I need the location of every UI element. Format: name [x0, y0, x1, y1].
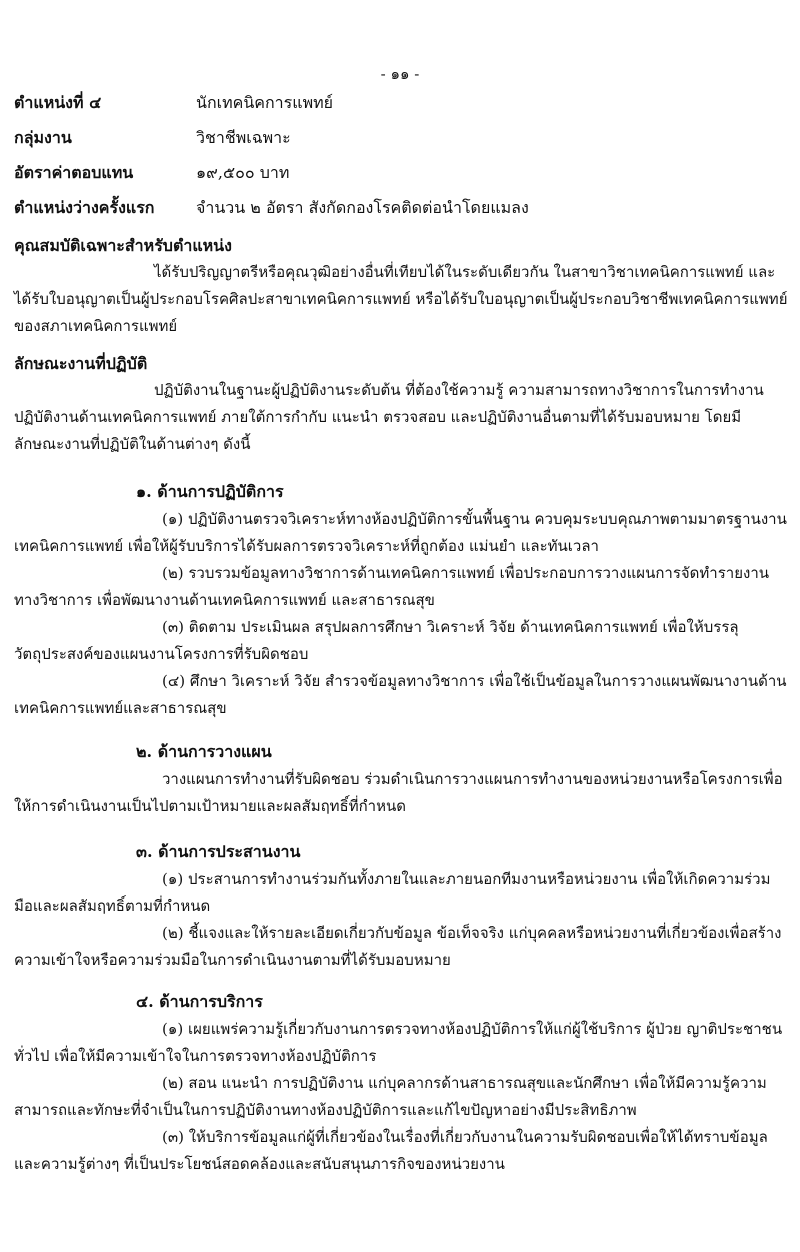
meta-row-vacancy: [14, 193, 529, 223]
duties-intro: ปฏิบัติงานในฐานะผู้ปฏิบัติงานระดับต้น ที่ต้องใช้ความรู้ ความสามารถทางวิชาการในการทำงาน ปฏิบัติงานด้านเทคนิคการแพทย์ ภายใต้การกำกับ แนะนำ ตรวจสอบ และปฏิบัติงานอื่นตามที่ได้รับมอบหมาย โดยมีลักษณะงานที่ปฏิบัติในด้านต่างๆ ดังนี้: [14, 381, 764, 453]
meta-label: กลุ่มงาน: [14, 128, 72, 147]
section-title: ๒. ด้านการวางแผน: [136, 742, 272, 761]
page-number: - ๑๑ -: [380, 65, 420, 83]
duties-section: [14, 350, 788, 458]
meta-value: ๑๙,๕๐๐ บาท: [196, 163, 290, 182]
list-item: (๑) ประสานการทำงานร่วมกันทั้งภายในและภายนอกทีมงานหรือหน่วยงาน เพื่อให้เกิดความร่วมมือและผลสัมฤทธิ์ตามที่กำหนด: [14, 870, 771, 915]
section-title: ๓. ด้านการประสานงาน: [136, 842, 301, 861]
list-item: (๑) ปฏิบัติงานตรวจวิเคราะห์ทางห้องปฏิบัติการขั้นพื้นฐาน ควบคุมระบบคุณภาพตามมาตรฐานงานเทคนิคการแพทย์ เพื่อให้ผู้รับบริการได้รับผลการตรวจวิเคราะห์ที่ถูกต้อง แม่นยำ และทันเวลา: [14, 510, 787, 555]
qualifications-section: [14, 232, 788, 340]
section-planning: [14, 766, 788, 820]
list-item: (๓) ให้บริการข้อมูลแก่ผู้ที่เกี่ยวข้องในเรื่องที่เกี่ยวกับงานในความรับผิดชอบเพื่อให้ได้ทราบข้อมูล และความรู้ต่างๆ ที่เป็นประโยชน์สอดคล้องและสนับสนุนภารกิจของหน่วยงาน: [14, 1128, 768, 1173]
meta-value: นักเทคนิคการแพทย์: [196, 93, 334, 112]
list-item: (๒) สอน แนะนำ การปฏิบัติงาน แก่บุคลากรด้านสาธารณสุขและนักศึกษา เพื่อให้มีความรู้ความสามารถและทักษะที่จำเป็นในการปฏิบัติงานทางห้องปฏิบัติการและแก้ไขปัญหาอย่างมีประสิทธิภาพ: [14, 1074, 767, 1119]
list-item: (๔) ศึกษา วิเคราะห์ วิจัย สำรวจข้อมูลทางวิชาการ เพื่อใช้เป็นข้อมูลในการวางแผนพัฒนางานด้านเทคนิคการแพทย์และสาธารณสุข: [14, 672, 787, 717]
list-item: (๓) ติดตาม ประเมินผล สรุปผลการศึกษา วิเคราะห์ วิจัย ด้านเทคนิคการแพทย์ เพื่อให้บรรลุวัตถุประสงค์ของแผนงานโครงการที่รับผิดชอบ: [14, 618, 739, 663]
meta-value: วิชาชีพเฉพาะ: [196, 128, 291, 147]
qualifications-heading: คุณสมบัติเฉพาะสำหรับตำแหน่ง: [14, 236, 232, 255]
list-item: วางแผนการทำงานที่รับผิดชอบ ร่วมดำเนินการวางแผนการทำงานของหน่วยงานหรือโครงการเพื่อให้การดำเนินงานเป็นไปตามเป้าหมายและผลสัมฤทธิ์ที่กำหนด: [14, 770, 783, 815]
list-item: (๒) ชี้แจงและให้รายละเอียดเกี่ยวกับข้อมูล ข้อเท็จจริง แก่บุคคลหรือหน่วยงานที่เกี่ยวข้องเพื่อสร้างความเข้าใจหรือความร่วมมือในการดำเนินงานตามที่ได้รับมอบหมาย: [14, 924, 782, 969]
duties-heading: ลักษณะงานที่ปฏิบัติ: [14, 354, 148, 373]
list-item: (๒) รวบรวมข้อมูลทางวิชาการด้านเทคนิคการแพทย์ เพื่อประกอบการวางแผนการจัดทำรายงานทางวิชาการ เพื่อพัฒนางานด้านเทคนิคการแพทย์ และสาธารณสุข: [14, 564, 769, 609]
section-title: ๑. ด้านการปฏิบัติการ: [136, 482, 284, 501]
section-service: [14, 1016, 788, 1178]
meta-value: จำนวน ๒ อัตรา สังกัดกองโรคติดต่อนำโดยแมลง: [196, 198, 529, 217]
list-item: (๑) เผยแพร่ความรู้เกี่ยวกับงานการตรวจทางห้องปฏิบัติการให้แก่ผู้ใช้บริการ ผู้ป่วย ญาติประชาชนทั่วไป เพื่อให้มีความเข้าใจในการตรวจทางห้องปฏิบัติการ: [14, 1020, 783, 1065]
section-title: ๔. ด้านการบริการ: [136, 992, 263, 1011]
meta-label: ตำแหน่งว่างครั้งแรก: [14, 198, 155, 217]
meta-row-group: [14, 123, 291, 153]
meta-label: อัตราค่าตอบแทน: [14, 163, 134, 182]
meta-row-salary: [14, 158, 289, 188]
section-coordination: [14, 866, 788, 974]
meta-label: ตำแหน่งที่ ๔: [14, 93, 102, 112]
meta-row-position: [14, 88, 333, 118]
section-operations: [14, 506, 788, 722]
qualifications-text: ได้รับปริญญาตรีหรือคุณวุฒิอย่างอื่นที่เทียบได้ในระดับเดียวกัน ในสาขาวิชาเทคนิคการแพทย์ และได้รับใบอนุญาตเป็นผู้ประกอบโรคศิลปะสาขาเทคนิคการแพทย์ หรือได้รับใบอนุญาตเป็นผู้ประกอบวิชาชีพเทคนิคการแพทย์ของสภาเทคนิคการแพทย์: [14, 263, 788, 335]
